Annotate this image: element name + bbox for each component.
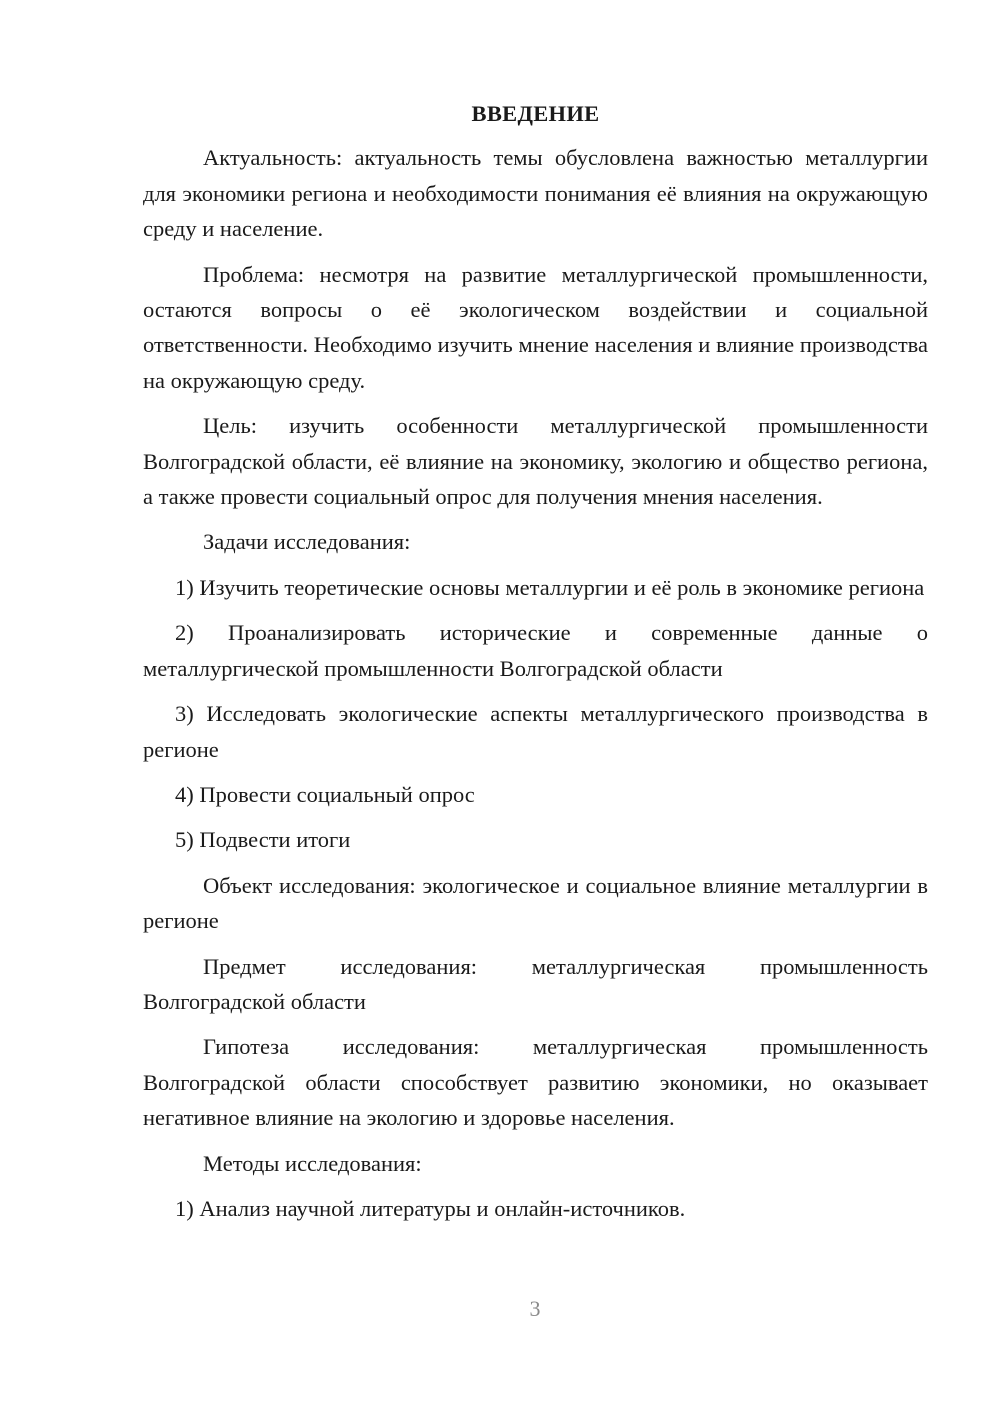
tasks-heading: Задачи исследования:: [203, 529, 411, 555]
relevance-paragraph: Актуальность: актуальность темы обусловлена важностью металлургии для экономики региона и необходимости понимания её влияния на окружающую среду и население.: [143, 145, 928, 242]
task-item: 3) Исследовать экологические аспекты металлургического производства в регионе: [143, 701, 928, 762]
task-item: 5) Подвести итоги: [175, 827, 351, 853]
page-content: [143, 96, 928, 1236]
method-item: 1) Анализ научной литературы и онлайн-источников.: [175, 1195, 686, 1221]
task-item: 2) Проанализировать исторические и современные данные о металлургической промышленности Волгоградской области: [143, 620, 928, 681]
task-item: 4) Провести социальный опрос: [175, 781, 475, 807]
task-item: 1) Изучить теоретические основы металлургии и её роль в экономике региона: [175, 574, 925, 600]
object-paragraph: Объект исследования: экологическое и социальное влияние металлургии в регионе: [143, 872, 928, 934]
subject-paragraph: Предмет исследования: металлургическая промышленность Волгоградской области: [143, 953, 928, 1014]
hypothesis-paragraph: Гипотеза исследования: металлургическая промышленность Волгоградской области способствует развитию экономики, но оказывает негативное влияние на экологию и здоровье населения.: [143, 1034, 928, 1131]
goal-paragraph: Цель: изучить особенности металлургической промышленности Волгоградской области, её влияние на экономику, экологию и общество региона, а также провести социальный опрос для получения мнения населения.: [143, 413, 928, 510]
problem-paragraph: Проблема: несмотря на развитие металлургической промышленности, остаются вопросы о её экологическом воздействии и социальной ответственности. Необходимо изучить мнение населения и влияние производства на окружающую среду.: [143, 261, 928, 393]
page-title: ВВЕДЕНИЕ: [471, 101, 600, 126]
methods-heading: Методы исследования:: [203, 1150, 422, 1176]
page-number: 3: [529, 1296, 541, 1321]
